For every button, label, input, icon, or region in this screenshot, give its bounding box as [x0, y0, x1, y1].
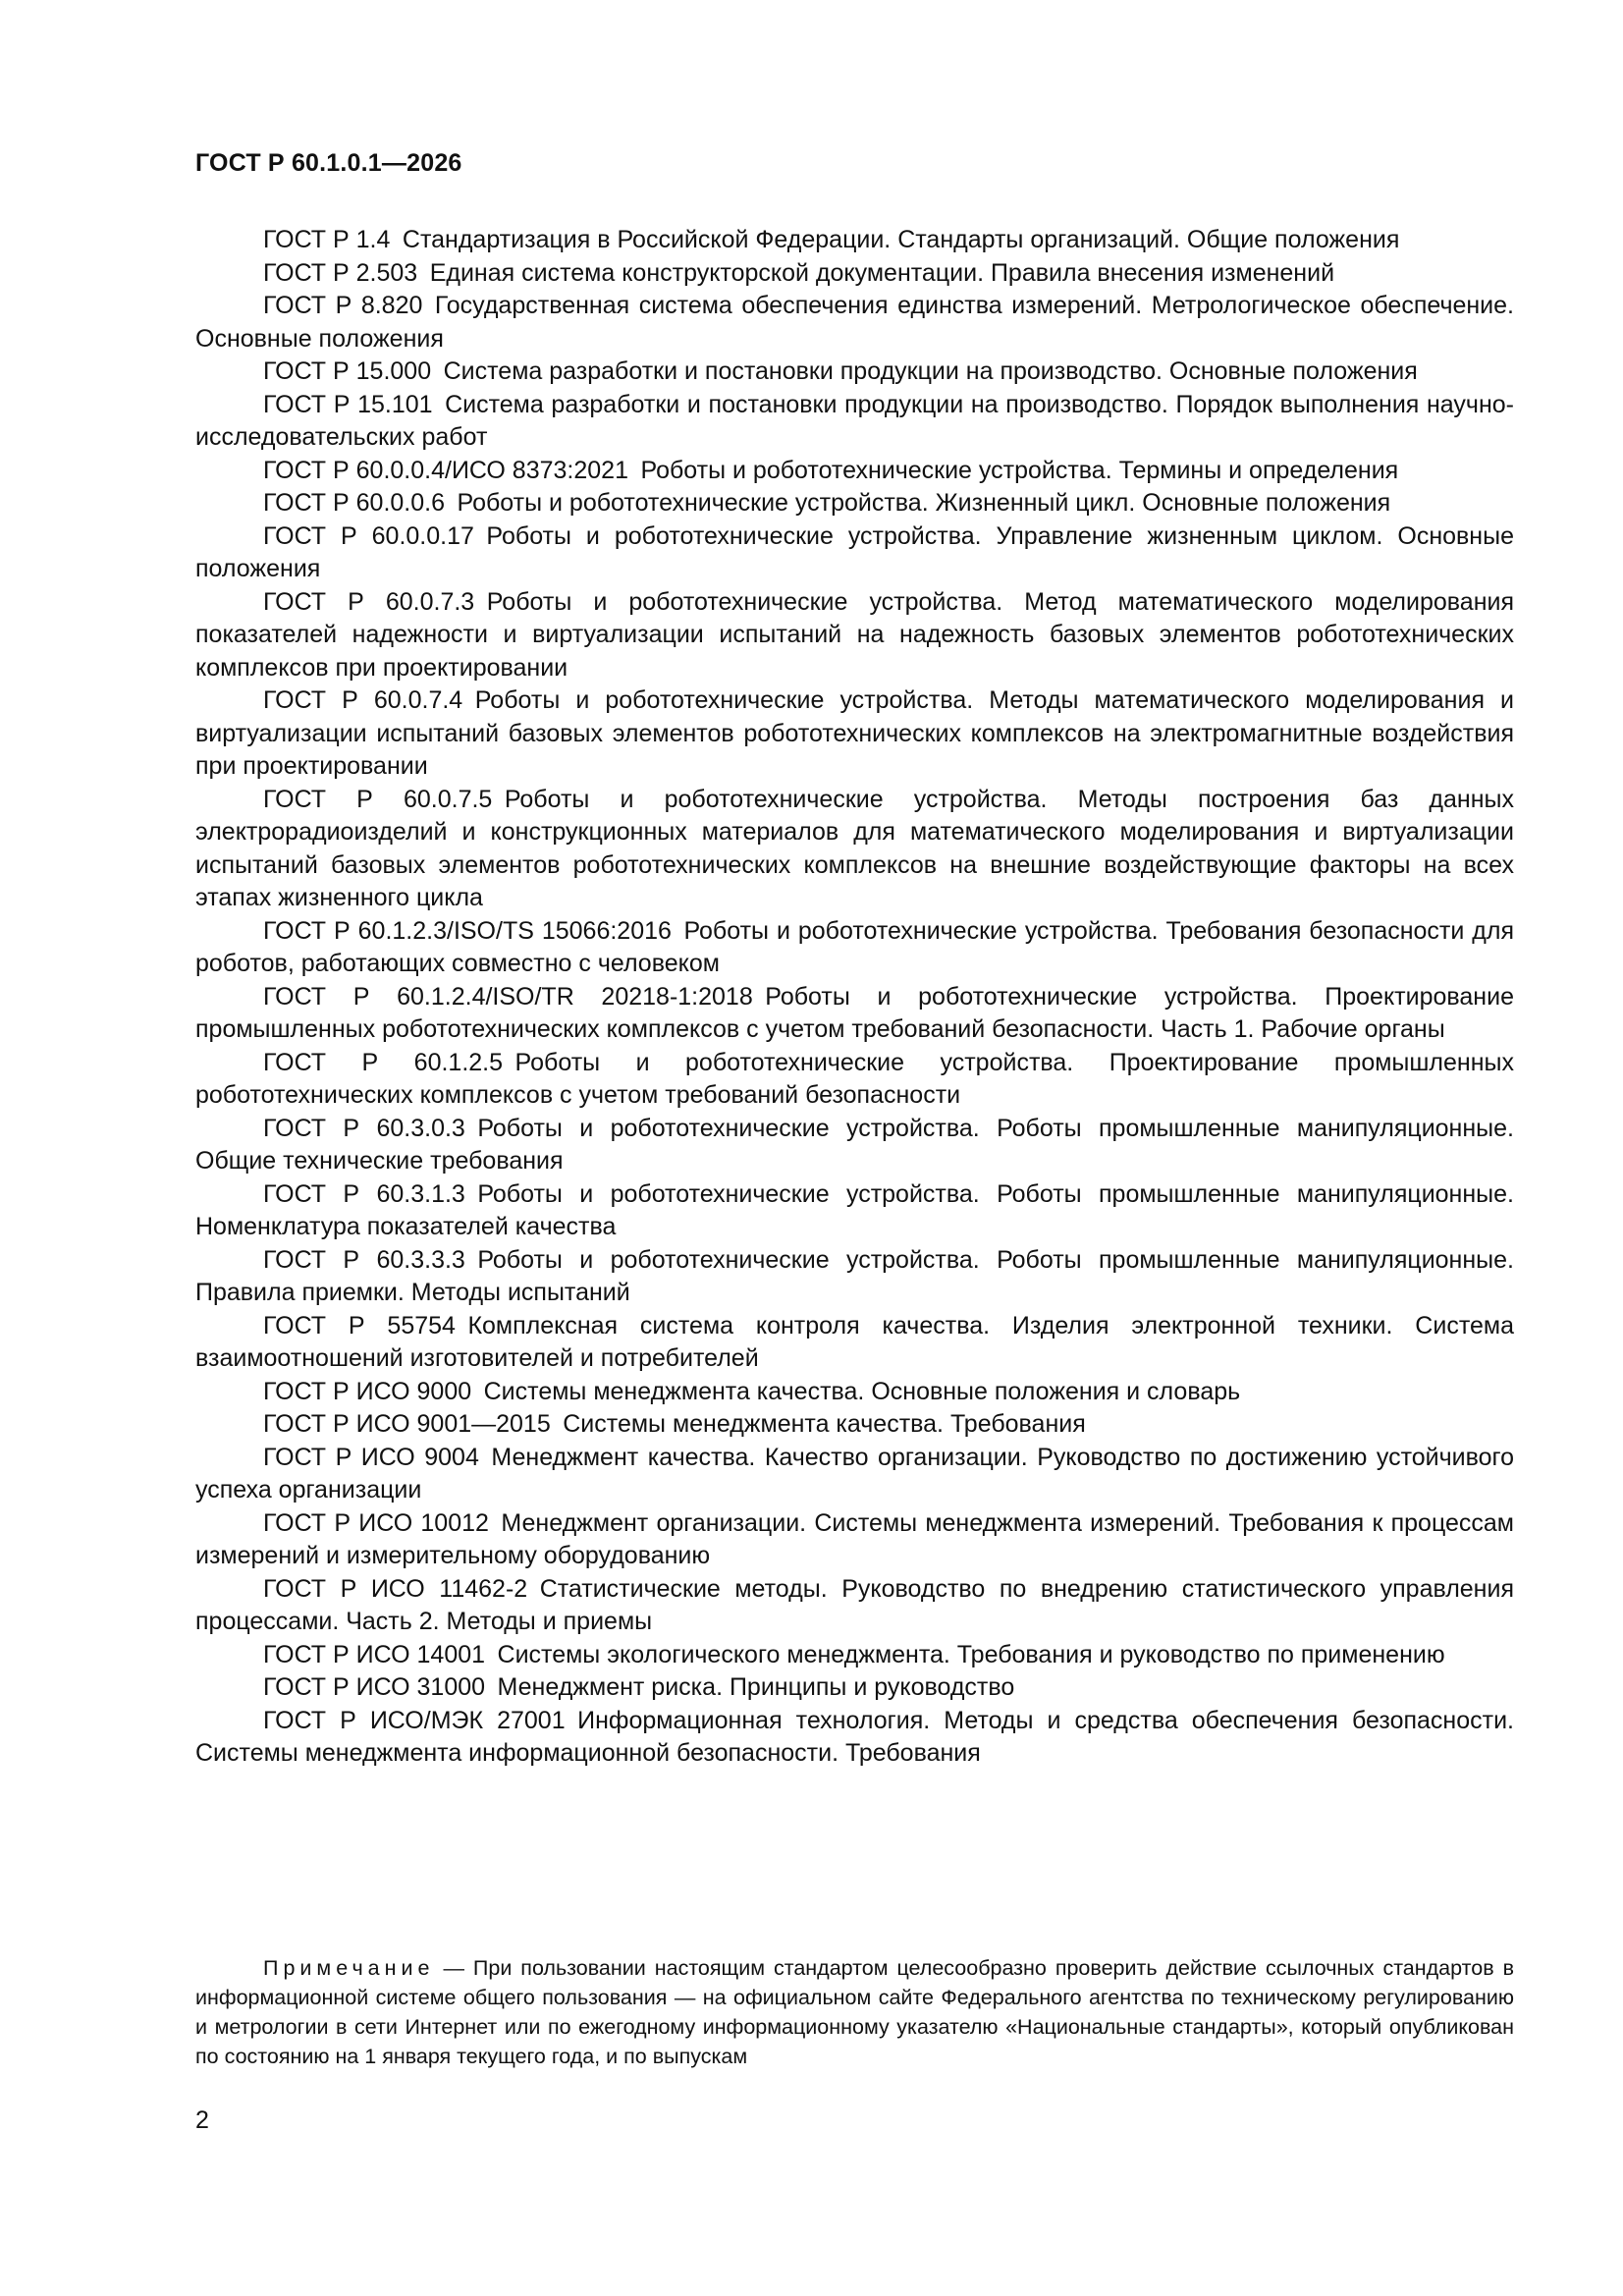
reference-title: Роботы и робототехнические устройства. Метод математического моделирования показателей надежности и виртуализации испытаний на надежность базовых элементов робототехнических комплексов при проектировании — [195, 587, 1515, 682]
reference-item — [195, 1442, 1514, 1507]
reference-code: ГОСТ Р ИСО 9000 — [263, 1377, 472, 1405]
reference-code: ГОСТ Р 60.1.2.4/ISO/TR 20218-1:2018 — [263, 982, 753, 1011]
reference-code: ГОСТ Р 60.3.1.3 — [263, 1179, 465, 1208]
reference-code: ГОСТ Р 15.000 — [263, 357, 432, 385]
reference-title: Роботы и робототехнические устройства. Методы математического моделирования и виртуализации испытаний базовых элементов робототехнических комплексов на электромагнитные воздействия при проектировании — [195, 686, 1515, 780]
reference-item — [195, 1408, 1514, 1442]
reference-code: ГОСТ Р 60.0.7.5 — [263, 785, 493, 813]
reference-item — [195, 1507, 1514, 1573]
reference-item — [195, 1705, 1514, 1771]
reference-code: ГОСТ Р 15.101 — [263, 390, 433, 418]
reference-item — [195, 487, 1514, 520]
reference-item — [195, 1671, 1514, 1705]
reference-code: ГОСТ Р ИСО 9004 — [263, 1443, 479, 1471]
reference-item — [195, 1178, 1514, 1244]
reference-title: Роботы и робототехнические устройства. Методы построения баз данных электрорадиоизделий и конструкционных материалов для математического моделирования и виртуализации испытаний базовых элементов робототехнических комплексов на внешние воздействующие факторы на всех этапах жизненного цикла — [195, 785, 1514, 911]
reference-item — [195, 1310, 1514, 1376]
reference-title: Комплексная система контроля качества. Изделия электронной техники. Система взаимоотношений изготовителей и потребителей — [195, 1311, 1514, 1372]
reference-item — [195, 981, 1514, 1047]
reference-title: Роботы и робототехнические устройства. Проектирование промышленных робототехнических комплексов с учетом требований безопасности — [195, 1048, 1515, 1109]
reference-item — [195, 784, 1514, 915]
reference-item — [195, 355, 1514, 389]
reference-item — [195, 520, 1514, 586]
reference-item — [195, 1639, 1514, 1672]
reference-code: ГОСТ Р 60.1.2.5 — [263, 1048, 504, 1076]
reference-code: ГОСТ Р 60.0.7.3 — [263, 587, 475, 616]
reference-code: ГОСТ Р ИСО/МЭК 27001 — [263, 1706, 566, 1734]
reference-item — [195, 389, 1514, 455]
reference-item — [195, 1113, 1514, 1178]
reference-code: ГОСТ Р 60.0.7.4 — [263, 686, 463, 714]
reference-title: Роботы и робототехнические устройства. Роботы промышленные манипуляционные. Правила приемки. Методы испытаний — [195, 1245, 1514, 1306]
note-text: — При пользовании настоящим стандартом целесообразно проверить действие ссылочных стандартов в информационной системе общего пользования — на официальном сайте Федерального агентства по техническому регулированию и метрологии в сети Интернет или по ежегодному информационному указателю «Национальные стандарты», который опубликован по состоянию на 1 января текущего года, и по выпускам — [195, 1956, 1515, 2068]
reference-item — [195, 455, 1514, 488]
reference-item — [195, 257, 1514, 291]
reference-code: ГОСТ Р 2.503 — [263, 258, 418, 287]
reference-code: ГОСТ Р 60.0.0.6 — [263, 489, 445, 517]
reference-title: Система разработки и постановки продукции на производство. Порядок выполнения научно-исследовательских работ — [195, 390, 1514, 451]
reference-title: Системы экологического менеджмента. Требования и руководство по применению — [497, 1640, 1445, 1668]
reference-title: Роботы и робототехнические устройства. Требования безопасности для роботов, работающих совместно с человеком — [195, 916, 1515, 977]
reference-code: ГОСТ Р 55754 — [263, 1311, 456, 1339]
reference-title: Роботы и робототехнические устройства. Роботы промышленные манипуляционные. Номенклатура показателей качества — [195, 1179, 1514, 1240]
reference-title: Менеджмент организации. Системы менеджмента измерений. Требования к процессам измерений и измерительному оборудованию — [195, 1508, 1514, 1569]
reference-item — [195, 684, 1514, 784]
reference-item — [195, 1244, 1514, 1310]
reference-item — [195, 1376, 1514, 1409]
reference-code: ГОСТ Р 8.820 — [263, 292, 423, 319]
reference-title: Роботы и робототехнические устройства. Управление жизненным циклом. Основные положения — [195, 521, 1514, 582]
reference-title: Роботы и робототехнические устройства. Проектирование промышленных робототехнических комплексов с учетом требований безопасности. Часть 1. Рабочие органы — [195, 982, 1514, 1043]
reference-title: Информационная технология. Методы и средства обеспечения безопасности. Системы менеджмента информационной безопасности. Требования — [195, 1706, 1514, 1767]
reference-title: Государственная система обеспечения единства измерений. Метрологическое обеспечение. Основные положения — [195, 292, 1515, 353]
reference-code: ГОСТ Р 60.1.2.3/ISO/TS 15066:2016 — [263, 916, 672, 945]
reference-code: ГОСТ Р 60.3.0.3 — [263, 1114, 465, 1142]
reference-item — [195, 1047, 1514, 1113]
reference-item — [195, 915, 1514, 981]
reference-title: Единая система конструкторской документации. Правила внесения изменений — [429, 258, 1335, 287]
reference-code: ГОСТ Р 60.3.3.3 — [263, 1245, 465, 1274]
reference-code: ГОСТ Р 60.0.0.4/ИСО 8373:2021 — [263, 456, 628, 484]
normative-references-list — [195, 224, 1514, 1771]
reference-code: ГОСТ Р ИСО 11462-2 — [263, 1574, 528, 1603]
reference-code: ГОСТ Р 60.0.0.17 — [263, 521, 474, 550]
reference-title: Системы менеджмента качества. Основные положения и словарь — [483, 1377, 1241, 1405]
reference-code: ГОСТ Р ИСО 9001—2015 — [263, 1410, 551, 1438]
reference-code: ГОСТ Р ИСО 14001 — [263, 1640, 486, 1668]
reference-title: Статистические методы. Руководство по внедрению статистического управления процессами. Часть 2. Методы и приемы — [195, 1574, 1514, 1635]
reference-title: Менеджмент риска. Принципы и руководство — [497, 1673, 1015, 1701]
reference-title: Роботы и робототехнические устройства. Термины и определения — [640, 456, 1399, 484]
note-label: Примечание — [263, 1956, 435, 1980]
reference-title: Стандартизация в Российской Федерации. Стандарты организаций. Общие положения — [402, 226, 1400, 253]
reference-item — [195, 1573, 1514, 1639]
reference-code: ГОСТ Р ИСО 10012 — [263, 1508, 489, 1537]
reference-title: Менеджмент качества. Качество организации. Руководство по достижению устойчивого успеха организации — [195, 1443, 1514, 1503]
reference-title: Роботы и робототехнические устройства. Жизненный цикл. Основные положения — [457, 489, 1391, 517]
reference-title: Роботы и робототехнические устройства. Роботы промышленные манипуляционные. Общие технические требования — [195, 1114, 1514, 1175]
reference-code: ГОСТ Р ИСО 31000 — [263, 1673, 486, 1701]
document-header: ГОСТ Р 60.1.0.1—2026 — [195, 149, 462, 177]
reference-item — [195, 290, 1514, 355]
reference-title: Системы менеджмента качества. Требования — [563, 1410, 1086, 1438]
note — [195, 1953, 1514, 2071]
reference-item — [195, 586, 1514, 685]
reference-item — [195, 224, 1514, 257]
reference-title: Система разработки и постановки продукции на производство. Основные положения — [443, 357, 1418, 385]
reference-code: ГОСТ Р 1.4 — [263, 226, 391, 253]
page-number: 2 — [195, 2106, 209, 2134]
